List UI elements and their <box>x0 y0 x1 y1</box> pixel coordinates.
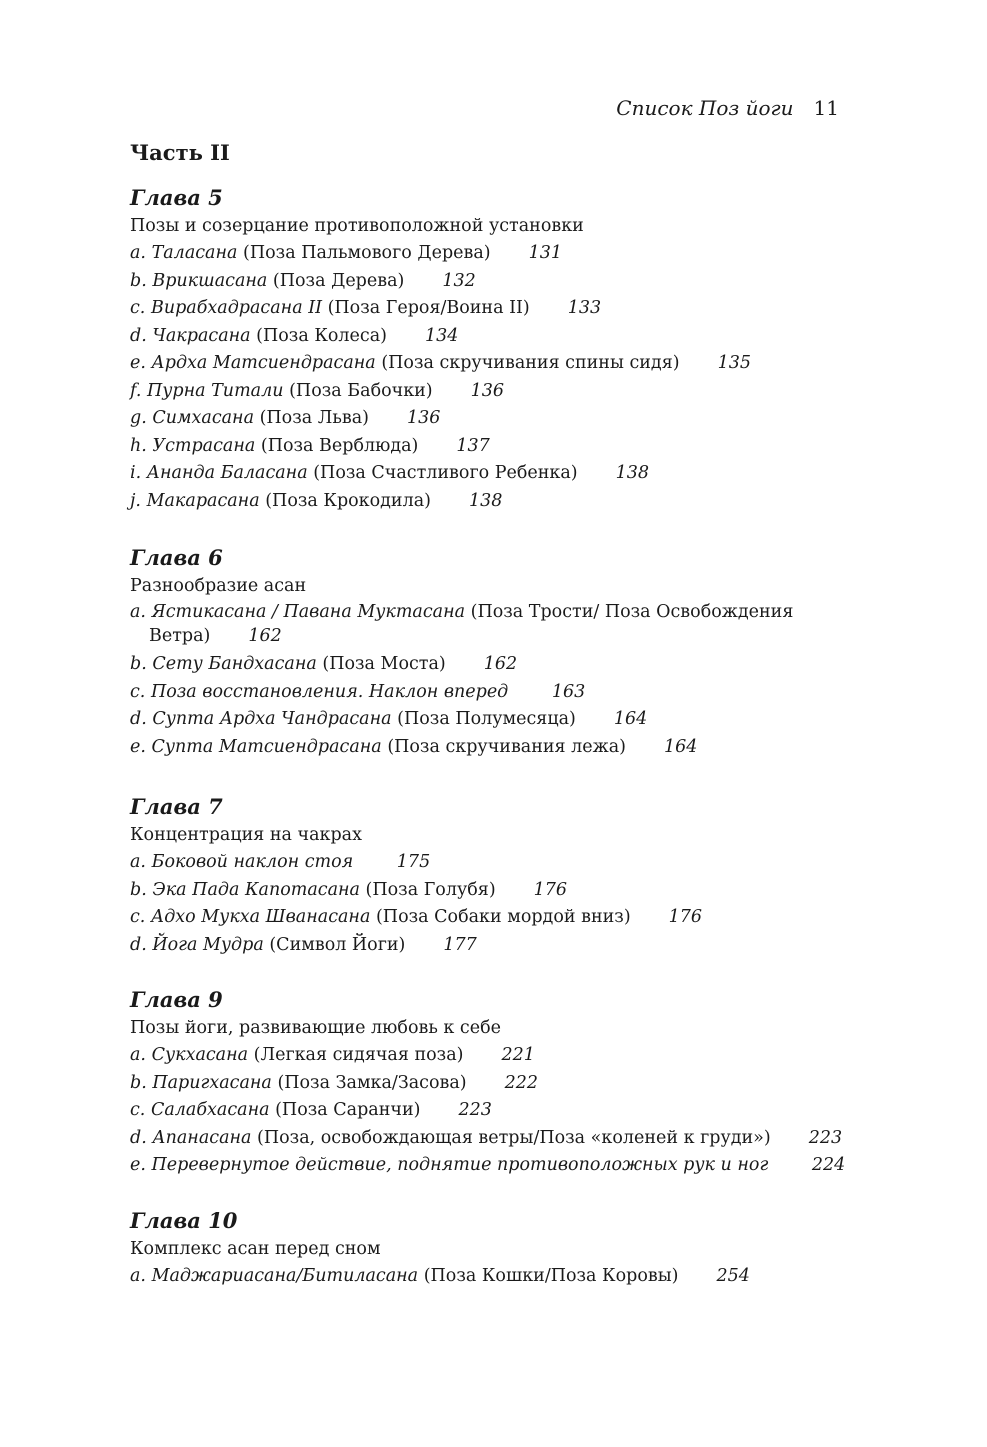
entry-list <box>130 849 850 959</box>
chapter-title: Глава 5 <box>130 185 223 210</box>
pose-name: Салабхасана <box>150 1100 270 1120</box>
entry-letter: a. <box>130 1266 146 1286</box>
pose-name: Маджариасана/Битиласана <box>151 1266 419 1286</box>
pose-entry <box>130 405 850 433</box>
pose-description: (Поза Трости/ Поза Освобождения Ветра) <box>149 602 794 646</box>
pose-name: Таласана <box>151 243 238 263</box>
page-ref: 176 <box>533 879 568 900</box>
entry-letter: d. <box>130 325 147 346</box>
running-head <box>616 96 839 120</box>
entry-letter: c. <box>130 298 146 318</box>
pose-description: (Поза скручивания спины сидя) <box>381 353 680 373</box>
pose-entry <box>130 849 850 877</box>
entry-letter: c. <box>130 681 146 702</box>
entry-letter: d. <box>130 709 147 729</box>
pose-description: (Поза Льва) <box>259 408 370 428</box>
pose-name: Паригхасана <box>152 1072 272 1093</box>
pose-entry <box>130 350 850 378</box>
pose-name: Ананда Баласана <box>146 463 308 483</box>
page-ref: 136 <box>470 380 505 401</box>
pose-description: (Поза Полумесяца) <box>397 709 576 729</box>
pose-description: (Поза Кошки/Поза Коровы) <box>423 1266 679 1286</box>
pose-entry <box>130 433 850 461</box>
entry-letter: f. <box>130 380 142 401</box>
pose-entry <box>130 1263 850 1291</box>
entry-letter: b. <box>130 270 147 291</box>
entry-letter: b. <box>130 879 147 900</box>
pose-name: Йога Мудра <box>152 934 264 955</box>
pose-entry <box>130 904 850 932</box>
pose-entry <box>130 240 850 268</box>
pose-entry <box>130 1070 850 1098</box>
chapter-title: Глава 10 <box>130 1208 238 1233</box>
pose-entry <box>130 706 850 734</box>
pose-description: (Поза Замка/Засова) <box>277 1072 467 1093</box>
pose-name: Апанасана <box>152 1127 252 1148</box>
pose-name: Макарасана <box>146 490 260 511</box>
pose-description: (Поза Крокодила) <box>265 490 431 511</box>
page-ref: 163 <box>551 681 586 702</box>
pose-description: (Поза Саранчи) <box>275 1100 421 1120</box>
pose-entry <box>130 600 850 648</box>
chapter-subtitle: Позы йоги, развивающие любовь к себе <box>130 1018 501 1038</box>
page-ref: 138 <box>615 463 650 483</box>
entry-list <box>130 1042 850 1180</box>
pose-entry <box>130 651 850 679</box>
chapter-5 <box>130 183 850 515</box>
pose-description: (Поза, освобождающая ветры/Поза «коленей к груди») <box>257 1127 771 1148</box>
pose-description: (Поза Собаки мордой вниз) <box>375 907 631 927</box>
pose-entry <box>130 1125 850 1153</box>
entry-list <box>130 240 850 515</box>
pose-description: (Поза Верблюда) <box>260 435 419 456</box>
entry-letter: a. <box>130 1045 146 1065</box>
pose-name: Боковой наклон стоя <box>151 852 354 872</box>
pose-name: Чакрасана <box>152 325 251 346</box>
pose-description: (Поза Пальмового Дерева) <box>243 243 491 263</box>
page-ref: 134 <box>424 325 459 346</box>
pose-description: (Легкая сидячая поза) <box>253 1045 464 1065</box>
chapter-title: Глава 7 <box>130 794 223 819</box>
page-ref: 138 <box>468 490 503 511</box>
pose-entry <box>130 323 850 351</box>
pose-name: Устрасана <box>152 435 256 456</box>
pose-description: (Поза Дерева) <box>272 270 405 291</box>
pose-name: Пурна Титали <box>147 380 284 401</box>
pose-description: (Поза Счастливого Ребенка) <box>313 463 578 483</box>
page-ref: 177 <box>443 934 477 955</box>
pose-entry <box>130 932 850 960</box>
entry-letter: g. <box>130 408 147 428</box>
pose-entry <box>130 460 850 488</box>
pose-description: (Поза Бабочки) <box>289 380 433 401</box>
chapter-subtitle: Позы и созерцание противоположной установки <box>130 216 584 236</box>
chapter-title: Глава 9 <box>130 987 223 1012</box>
pose-entry <box>130 488 850 516</box>
entry-letter: a. <box>130 243 146 263</box>
chapter-10 <box>130 1206 850 1291</box>
entry-letter: b. <box>130 654 147 674</box>
page-ref: 132 <box>442 270 476 291</box>
entry-letter: c. <box>130 1100 146 1120</box>
entry-letter: a. <box>130 602 146 622</box>
pose-name: Сукхасана <box>151 1045 249 1065</box>
pose-name: Супта Ардха Чандрасана <box>152 709 392 729</box>
pose-name: Ястикасана / Павана Муктасана <box>151 602 466 622</box>
pose-description: (Поза Героя/Воина II) <box>327 298 530 318</box>
page-ref: 222 <box>504 1072 539 1093</box>
page-ref: 136 <box>407 408 441 428</box>
chapter-subtitle: Концентрация на чакрах <box>130 825 362 845</box>
chapter-subtitle: Разнообразие асан <box>130 576 307 596</box>
pose-name: Сету Бандхасана <box>152 654 317 674</box>
pose-name: Эка Пада Капотасана <box>152 879 360 900</box>
pose-name: Поза восстановления. Наклон вперед <box>150 681 509 702</box>
pose-name: Перевернутое действие, поднятие противоположных рук и ног <box>151 1155 769 1175</box>
page-ref: 135 <box>717 353 751 373</box>
pose-name: Адхо Мукха Шванасана <box>150 907 371 927</box>
chapter-7 <box>130 792 850 959</box>
chapter-title: Глава 6 <box>130 545 223 570</box>
pose-entry <box>130 295 850 323</box>
entry-letter: i. <box>130 463 142 483</box>
page-ref: 254 <box>716 1266 750 1286</box>
part-title: Часть II <box>130 140 230 165</box>
pose-name: Симхасана <box>152 408 255 428</box>
pose-name: Ардха Матсиендрасана <box>151 353 376 373</box>
entry-letter: e. <box>130 1155 146 1175</box>
page-ref: 223 <box>808 1127 843 1148</box>
page-ref: 131 <box>528 243 563 263</box>
page-ref: 223 <box>458 1100 492 1120</box>
entry-letter: j. <box>130 490 141 511</box>
pose-entry <box>130 268 850 296</box>
pose-name: Вирабхадрасана II <box>150 298 323 318</box>
running-head-title: Список Поз йоги <box>616 96 794 120</box>
entry-list <box>130 1263 850 1291</box>
pose-entry <box>130 1097 850 1125</box>
pose-description: (Поза Колеса) <box>256 325 387 346</box>
pose-description: (Символ Йоги) <box>269 934 406 955</box>
page-ref: 164 <box>613 709 648 729</box>
chapter-subtitle: Комплекс асан перед сном <box>130 1239 381 1259</box>
page-ref: 175 <box>396 852 431 872</box>
entry-letter: c. <box>130 907 146 927</box>
page-ref: 224 <box>811 1155 846 1175</box>
entry-letter: b. <box>130 1072 147 1093</box>
entry-letter: d. <box>130 1127 147 1148</box>
page-ref: 164 <box>664 736 698 757</box>
pose-entry <box>130 1042 850 1070</box>
entry-letter: e. <box>130 353 146 373</box>
pose-name: Супта Матсиендрасана <box>151 736 382 757</box>
page-ref: 137 <box>456 435 490 456</box>
page-ref: 162 <box>248 626 282 646</box>
page-number: 11 <box>813 96 839 120</box>
pose-description: (Поза Моста) <box>322 654 446 674</box>
pose-name: Врикшасана <box>152 270 268 291</box>
entry-letter: e. <box>130 736 146 757</box>
pose-entry <box>130 378 850 406</box>
pose-description: (Поза Голубя) <box>365 879 496 900</box>
pose-entry <box>130 877 850 905</box>
pose-entry <box>130 1152 850 1180</box>
entry-letter: a. <box>130 852 146 872</box>
entry-letter: h. <box>130 435 147 456</box>
chapter-9 <box>130 985 850 1180</box>
entry-list <box>130 600 850 761</box>
page-ref: 176 <box>668 907 703 927</box>
chapter-6 <box>130 543 850 761</box>
pose-description: (Поза скручивания лежа) <box>387 736 626 757</box>
pose-entry <box>130 679 850 707</box>
page-ref: 133 <box>567 298 602 318</box>
page-ref: 221 <box>501 1045 535 1065</box>
entry-letter: d. <box>130 934 147 955</box>
page-ref: 162 <box>483 654 518 674</box>
pose-entry <box>130 734 850 762</box>
